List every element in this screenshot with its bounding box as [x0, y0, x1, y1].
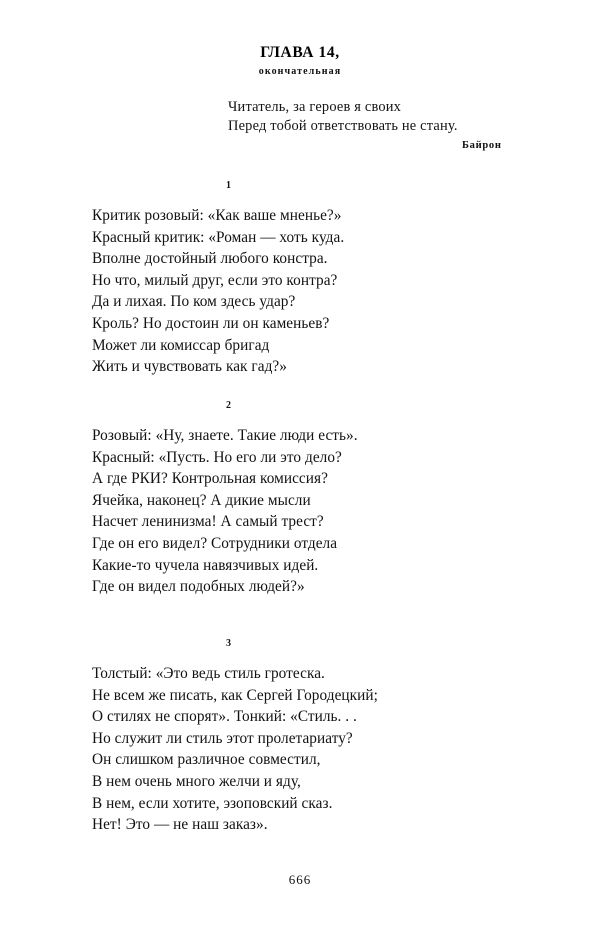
epigraph [228, 98, 528, 136]
poem-line: В нем очень много желчи и яду, [92, 772, 301, 790]
epigraph-line-2: Перед тобой ответствовать не стану. [228, 118, 458, 134]
poem-line: Критик розовый: «Как ваше мненье?» [92, 207, 342, 224]
chapter-title: ГЛАВА 14, [260, 44, 340, 61]
poem-line: Нет! Это — не наш заказ». [92, 816, 268, 834]
poem-line: Но что, милый друг, если это контра? [92, 271, 338, 289]
chapter-subtitle: окончательная [258, 66, 342, 77]
stanza-lines-1 [92, 180, 532, 378]
poem-line: Где он его видел? Сотрудники отдела [92, 534, 338, 552]
stanza-number-3: 3 [226, 638, 231, 649]
poem-line: Насчет ленинизма! А самый трест? [92, 513, 324, 531]
poem-line: Толстый: «Это ведь стиль гротеска. [92, 665, 325, 682]
stanza-number-1: 1 [226, 180, 231, 191]
poem-line: Да и лихая. По ком здесь удар? [92, 293, 296, 311]
poem-line: Где он видел подобных людей?» [92, 578, 305, 596]
stanza-lines-2 [92, 400, 532, 598]
poem-line: Ячейка, наконец? А дикие мысли [92, 491, 311, 509]
poem-line: Какие-то чучела навязчивых идей. [92, 556, 319, 574]
poem-line: Но служит ли стиль этот пролетариату? [92, 729, 353, 747]
chapter-heading [0, 44, 600, 77]
stanza-1 [92, 180, 532, 378]
poem-line: А где РКИ? Контрольная комиссия? [92, 470, 328, 488]
poem-line: Не всем же писать, как Сергей Городецкий; [92, 686, 378, 704]
epigraph-line-1: Читатель, за героев я своих [228, 99, 402, 115]
epigraph-author: Байрон [462, 140, 502, 151]
page-number: 666 [288, 872, 312, 887]
poem-line: Красный критик: «Роман — хоть куда. [92, 228, 345, 246]
poem-line: Розовый: «Ну, знаете. Такие люди есть». [92, 427, 358, 444]
poem-line: Он слишком различное совместил, [92, 751, 321, 769]
stanza-2 [92, 400, 532, 598]
poem-line: Красный: «Пусть. Но его ли это дело? [92, 448, 342, 466]
poem-line: Может ли комиссар бригад [92, 336, 270, 354]
stanza-3 [92, 638, 532, 836]
poem-line: Кроль? Но достоин ли он каменьев? [92, 314, 330, 332]
poem-line: Жить и чувствовать как гад?» [92, 358, 287, 376]
poem-line: Вполне достойный любого констра. [92, 250, 328, 268]
poem-line: О стилях не спорят». Тонкий: «Стиль. . . [92, 708, 357, 726]
stanza-number-2: 2 [226, 400, 231, 411]
poem-line: В нем, если хотите, эзоповский сказ. [92, 794, 333, 812]
stanza-lines-3 [92, 638, 532, 836]
